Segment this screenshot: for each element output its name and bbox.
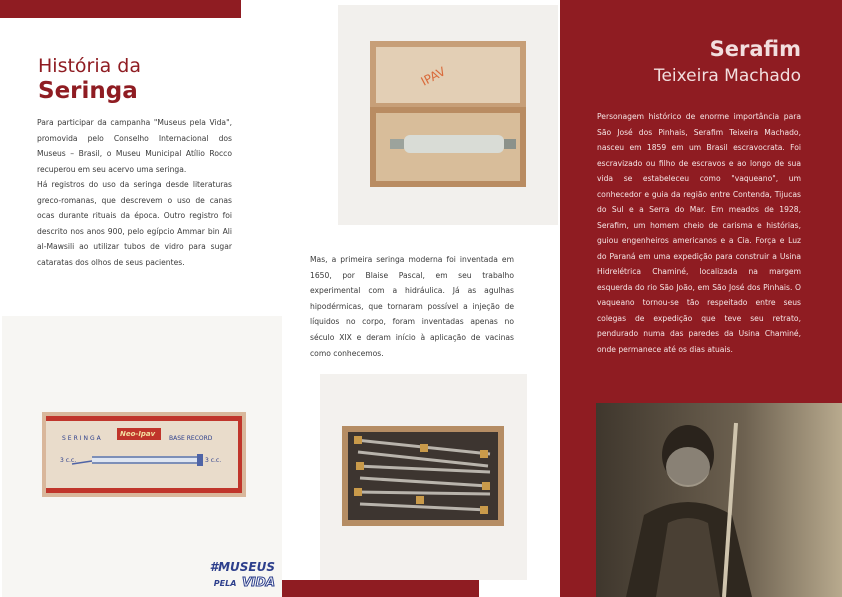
needles-box-photo (320, 374, 527, 580)
logo-vida: VIDA (242, 575, 275, 589)
logo-line2 (207, 574, 275, 590)
syringe-case-photo (338, 5, 558, 225)
syringe-box-illustration (2, 316, 282, 597)
syringe-box-photo (2, 316, 282, 597)
top-left-bar (0, 0, 241, 18)
bottom-center-bar (282, 580, 479, 597)
needles-illustration (320, 374, 527, 580)
serafim-portrait-photo (596, 403, 842, 597)
portrait-illustration (596, 403, 842, 597)
box-label-capacity-right: 3 c.c. (205, 457, 222, 464)
box-label-capacity-left: 3 c.c. (60, 457, 77, 464)
serafim-paragraph: Personagem histórico de enorme importância para São José dos Pinhais, Serafim Teixeira Machado, nasceu em 1859 em um Brasil escravocrata. Foi escravizado ou filho de escravos e ao longo de sua vida se estabeleceu como "vaqueano", um conhecedor e guia da região entre Contenda, Tijucas do Sul e a Serra do Mar. Em meados de 1928, Serafim, um homem cheio de carisma e histórias, guiou engenheiros americanos e a Cia. Força e Luz do Paraná em uma expedição para construir a Usina Hidrelétrica Chaminé, localizada na margem esquerda do rio São João, em São José dos Pinhais. O vaqueano tornou-se tão respeitado entre seus colegas de expedição que teve seu retrato, pendurado numa das paredes da Usina Chaminé, onde permanece até os dias atuais. (597, 112, 801, 354)
box-label-seringa: SERINGA (62, 435, 103, 442)
serafim-title-line1: Serafim (709, 37, 801, 61)
box-label-brand: Neo-Ipav (120, 430, 156, 438)
history-title-line2: Seringa (38, 78, 138, 104)
museus-pela-vida-logo (207, 561, 275, 590)
box-label-base-record: BASE RECORD (169, 435, 213, 442)
history-paragraph-1: Para participar da campanha "Museus pela Vida", promovida pelo Conselho Internacional dos Museus – Brasil, o Museu Municipal Atílio Rocco recuperou em seu acervo uma seringa. (37, 118, 232, 174)
logo-pela: PELA (213, 579, 237, 588)
syringe-case-illustration (338, 5, 558, 225)
svg-text:IPAV: IPAV (418, 64, 448, 89)
logo-line1: #MUSEUS (209, 560, 275, 574)
modern-syringe-paragraph: Mas, a primeira seringa moderna foi inventada em 1650, por Blaise Pascal, em seu trabalho experimental com a hidráulica. Já as agulhas hipodérmicas, que tornaram possível a injeção de líquidos no corpo, foram inventadas apenas no século XIX e deram início à aplicação de vacinas como conhecemos. (310, 255, 514, 358)
history-title-line1: História da (38, 55, 142, 77)
history-paragraph-2: Há registros do uso da seringa desde literaturas greco-romanas, que descrevem o uso de canas ocas durante rituais da época. Outro registro foi descrito nos anos 900, pelo egípcio Ammar bin Ali al-Mawsili ao utilizar tubos de vidro para sugar cataratas dos olhos de seus pacientes. (37, 180, 232, 267)
serafim-title-line2: Teixeira Machado (653, 66, 801, 86)
